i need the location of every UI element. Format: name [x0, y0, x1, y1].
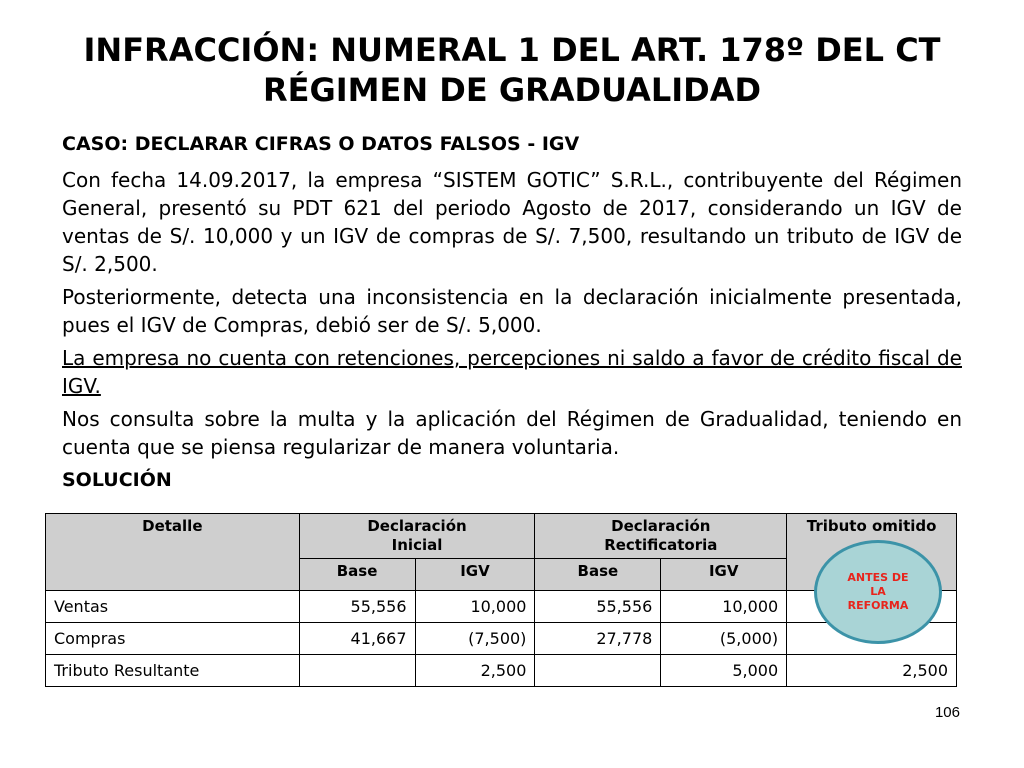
cell-igv-rectificatoria: 5,000: [661, 655, 787, 687]
antes-de-la-reforma-badge: [814, 540, 942, 644]
slide-title: [40, 30, 984, 110]
cell-base-rectificatoria: 55,556: [535, 591, 661, 623]
title-line-1: INFRACCIÓN: NUMERAL 1 DEL ART. 178º DEL CT: [83, 31, 941, 69]
title-line-2: RÉGIMEN DE GRADUALIDAD: [262, 71, 762, 109]
cell-base-rectificatoria: 27,778: [535, 623, 661, 655]
header-declaracion-inicial: Declaración Inicial: [299, 514, 535, 559]
row-label: Ventas: [46, 591, 300, 623]
cell-base-inicial: 55,556: [299, 591, 415, 623]
table-row: [46, 655, 957, 687]
cell-base-inicial: 41,667: [299, 623, 415, 655]
header-base-rectificatoria: Base: [535, 559, 661, 591]
case-paragraph-3: La empresa no cuenta con retenciones, percepciones ni saldo a favor de crédito fiscal de IGV.: [62, 346, 962, 398]
solution-label: SOLUCIÓN: [62, 469, 172, 491]
header-base-inicial: Base: [299, 559, 415, 591]
table-row: [46, 623, 957, 655]
badge-text: ANTES DE LA REFORMA: [847, 571, 909, 612]
cell-igv-inicial: 10,000: [415, 591, 535, 623]
cell-igv-inicial: (7,500): [415, 623, 535, 655]
case-paragraph-1: Con fecha 14.09.2017, la empresa “SISTEM GOTIC” S.R.L., contribuyente del Régimen General, presentó su PDT 621 del periodo Agosto de 2017, considerando un IGV de ventas de S/. 10,000 y un IGV de compras de S/. 7,500, resultando un tributo de IGV de S/. 2,500.: [62, 168, 962, 276]
cell-igv-rectificatoria: (5,000): [661, 623, 787, 655]
cell-tributo-omitido: 2,500: [787, 655, 957, 687]
case-heading: CASO: DECLARAR CIFRAS O DATOS FALSOS - IGV: [62, 133, 580, 155]
case-paragraph-4: Nos consulta sobre la multa y la aplicación del Régimen de Gradualidad, teniendo en cuenta que se piensa regularizar de manera voluntaria.: [62, 407, 962, 459]
cell-igv-inicial: 2,500: [415, 655, 535, 687]
header-declaracion-rectificatoria: Declaración Rectificatoria: [535, 514, 787, 559]
case-paragraph-2: Posteriormente, detecta una inconsistencia en la declaración inicialmente presentada, pues el IGV de Compras, debió ser de S/. 5,000.: [62, 285, 962, 337]
row-label: Tributo Resultante: [46, 655, 300, 687]
cell-base-rectificatoria: [535, 655, 661, 687]
header-igv-rectificatoria: IGV: [661, 559, 787, 591]
cell-igv-rectificatoria: 10,000: [661, 591, 787, 623]
cell-base-inicial: [299, 655, 415, 687]
case-content: [62, 130, 962, 499]
header-detalle: Detalle: [46, 514, 300, 591]
header-igv-inicial: IGV: [415, 559, 535, 591]
page-number: 106: [934, 704, 960, 721]
header-tributo-omitido: Tributo omitido: [787, 514, 957, 591]
row-label: Compras: [46, 623, 300, 655]
